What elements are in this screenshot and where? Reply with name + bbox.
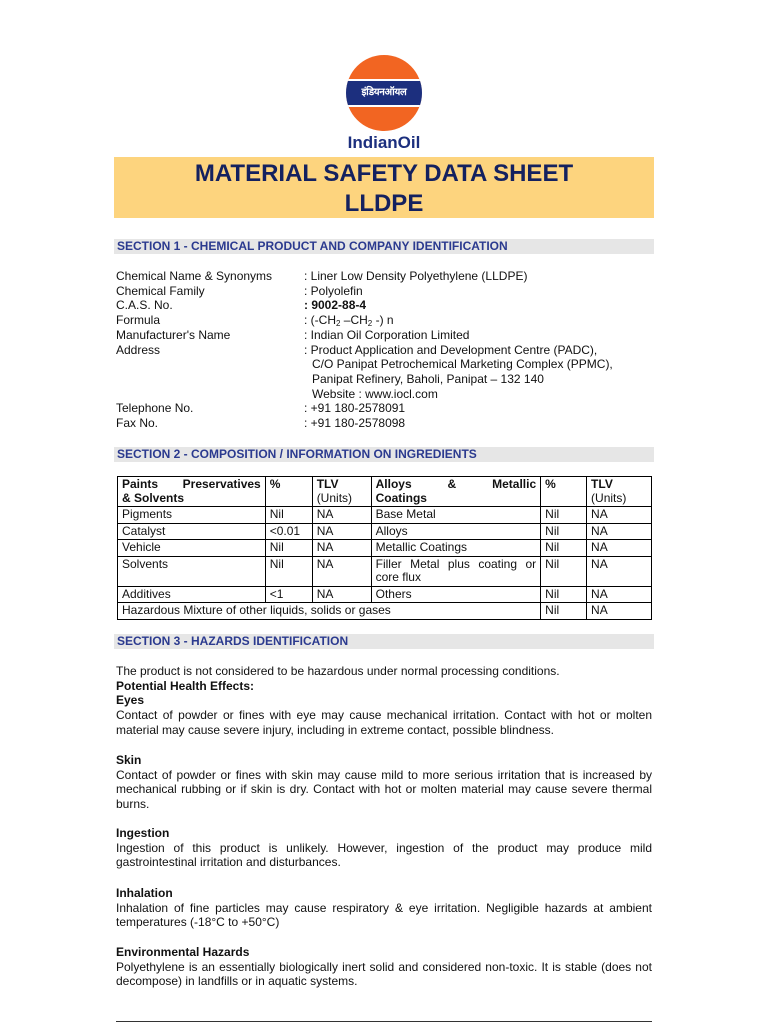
table-cell: Pigments [118,507,266,524]
field-label: Fax No. [116,416,159,431]
column-header: Paints Preservatives & Solvents [118,477,266,507]
ingestion-heading: Ingestion [116,826,170,840]
field-row [116,328,656,343]
table-cell: Alloys [371,523,541,540]
skin-text: Contact of powder or fines with skin may cause mild to more serious irritation that is increased by mechanical rubbing or if skin is dry. Contact with hot or molten material may cause severe thermal burns. [116,767,652,812]
table-cell: Metallic Coatings [371,540,541,557]
table-cell: Nil [541,523,587,540]
ingestion-block [116,826,652,870]
telephone-value: : +91 180-2578091 [304,401,406,416]
address-line: C/O Panipat Petrochemical Marketing Complex (PPMC), [312,357,613,372]
table-cell: NA [312,523,371,540]
inhalation-block [116,886,652,930]
document-title: MATERIAL SAFETY DATA SHEET [194,160,574,187]
cas-number: : 9002-88-4 [304,298,367,313]
table-cell: Nil [541,586,587,603]
inhalation-heading: Inhalation [116,886,173,900]
table-cell: Nil [541,540,587,557]
table-cell: NA [312,586,371,603]
table-cell: NA [587,586,652,603]
table-cell: Others [371,586,541,603]
table-cell: Vehicle [118,540,266,557]
column-header: Alloys & Metallic Coatings [371,477,541,507]
environmental-block [116,945,652,989]
field-value: : Indian Oil Corporation Limited [304,327,470,342]
skin-heading: Skin [116,753,142,767]
table-row [118,556,652,586]
table-cell: NA [312,556,371,586]
composition-table [117,476,652,620]
table-cell: Nil [541,507,587,524]
table-cell: Base Metal [371,507,541,524]
field-label: Telephone No. [116,401,194,416]
table-cell: <0.01 [265,523,312,540]
table-cell: Nil [541,556,587,586]
table-row [118,507,652,524]
table-cell: NA [587,603,652,620]
table-row [118,586,652,603]
field-label: Address [116,342,161,357]
field-value: : Product Application and Development Centre (PADC), [304,342,598,357]
column-header: % [265,477,312,507]
formula-value: : ($-CH_2$ $-CH_2$ -) n [304,313,394,329]
column-header: TLV (Units) [312,477,371,507]
table-row [118,523,652,540]
footer-divider [116,1021,652,1022]
logo-hindi-text: इंडियनऑयल [346,81,422,105]
address-line: Panipat Refinery, Baholi, Panipat – 132 140 [312,371,544,386]
brand-name: IndianOil [347,133,421,152]
table-cell: NA [587,540,652,557]
hazards-intro: The product is not considered to be hazardous under normal processing conditions. Potential Health Effects: Eyes Contact of powder or fines with eye may cause mechanical irritation. Contact with hot or molten material may cause severe injury, including in extreme contact, possible blindness. [116,664,652,737]
potential-health-heading: Potential Health Effects: [116,678,255,693]
identification-list [116,269,656,431]
field-value: : Polyolefin [304,283,363,298]
table-cell: NA [587,556,652,586]
field-label: C.A.S. No. [116,298,173,313]
section-2-heading: SECTION 2 - COMPOSITION / INFORMATION ON INGREDIENTS [114,447,654,462]
fax-value: : +91 180-2578098 [304,416,406,431]
table-header-row [118,477,652,507]
table-cell: NA [587,523,652,540]
table-row [118,540,652,557]
field-label: Manufacturer's Name [116,327,231,342]
website-line: Website : www.iocl.com [312,386,438,401]
section-1-heading: SECTION 1 - CHEMICAL PRODUCT AND COMPANY IDENTIFICATION [114,239,654,254]
inhalation-text: Inhalation of fine particles may cause respiratory & eye irritation. Negligible hazards at ambient temperatures (-18°C to +50°C) [116,900,652,930]
table-row [118,603,652,620]
table-cell: Nil [541,603,587,620]
field-row [116,298,656,313]
skin-block [116,753,652,812]
field-row [116,416,656,431]
environmental-text: Polyethylene is an essentially biologically inert solid and considered non-toxic. It is stable (does not decompose) in landfills or in aquatic systems. [116,959,652,989]
table-cell: NA [312,507,371,524]
product-name: LLDPE [344,190,424,217]
table-cell: Solvents [118,556,266,586]
ingestion-text: Ingestion of this product is unlikely. However, ingestion of the product may produce mild gastrointestinal irritation and disturbances. [116,840,652,870]
eyes-heading: Eyes [116,693,145,708]
table-cell: <1 [265,586,312,603]
table-cell: Filler Metal plus coating or core flux [371,556,541,586]
field-row [116,313,656,328]
field-row [116,401,656,416]
field-row [116,269,656,284]
field-row [116,343,656,358]
table-cell: Nil [265,540,312,557]
table-cell: NA [312,540,371,557]
field-label: Chemical Name & Synonyms [116,269,273,283]
environmental-heading: Environmental Hazards [116,945,250,959]
table-cell: Nil [265,556,312,586]
eyes-text: Contact of powder or fines with eye may cause mechanical irritation. Contact with hot or molten material may cause severe injury, including in extreme contact, possible blindness. [116,708,652,737]
field-value: : Liner Low Density Polyethylene (LLDPE) [304,269,528,283]
table-cell: Nil [265,507,312,524]
column-header: TLV (Units) [587,477,652,507]
title-banner [114,157,654,218]
table-cell: Hazardous Mixture of other liquids, solids or gases [118,603,541,620]
table-cell: Additives [118,586,266,603]
field-label: Formula [116,313,161,328]
indianoil-logo [346,55,422,131]
field-label: Chemical Family [116,283,205,298]
table-cell: Catalyst [118,523,266,540]
column-header: % [541,477,587,507]
field-row [116,284,656,299]
table-cell: NA [587,507,652,524]
section-3-heading: SECTION 3 - HAZARDS IDENTIFICATION [114,634,654,649]
